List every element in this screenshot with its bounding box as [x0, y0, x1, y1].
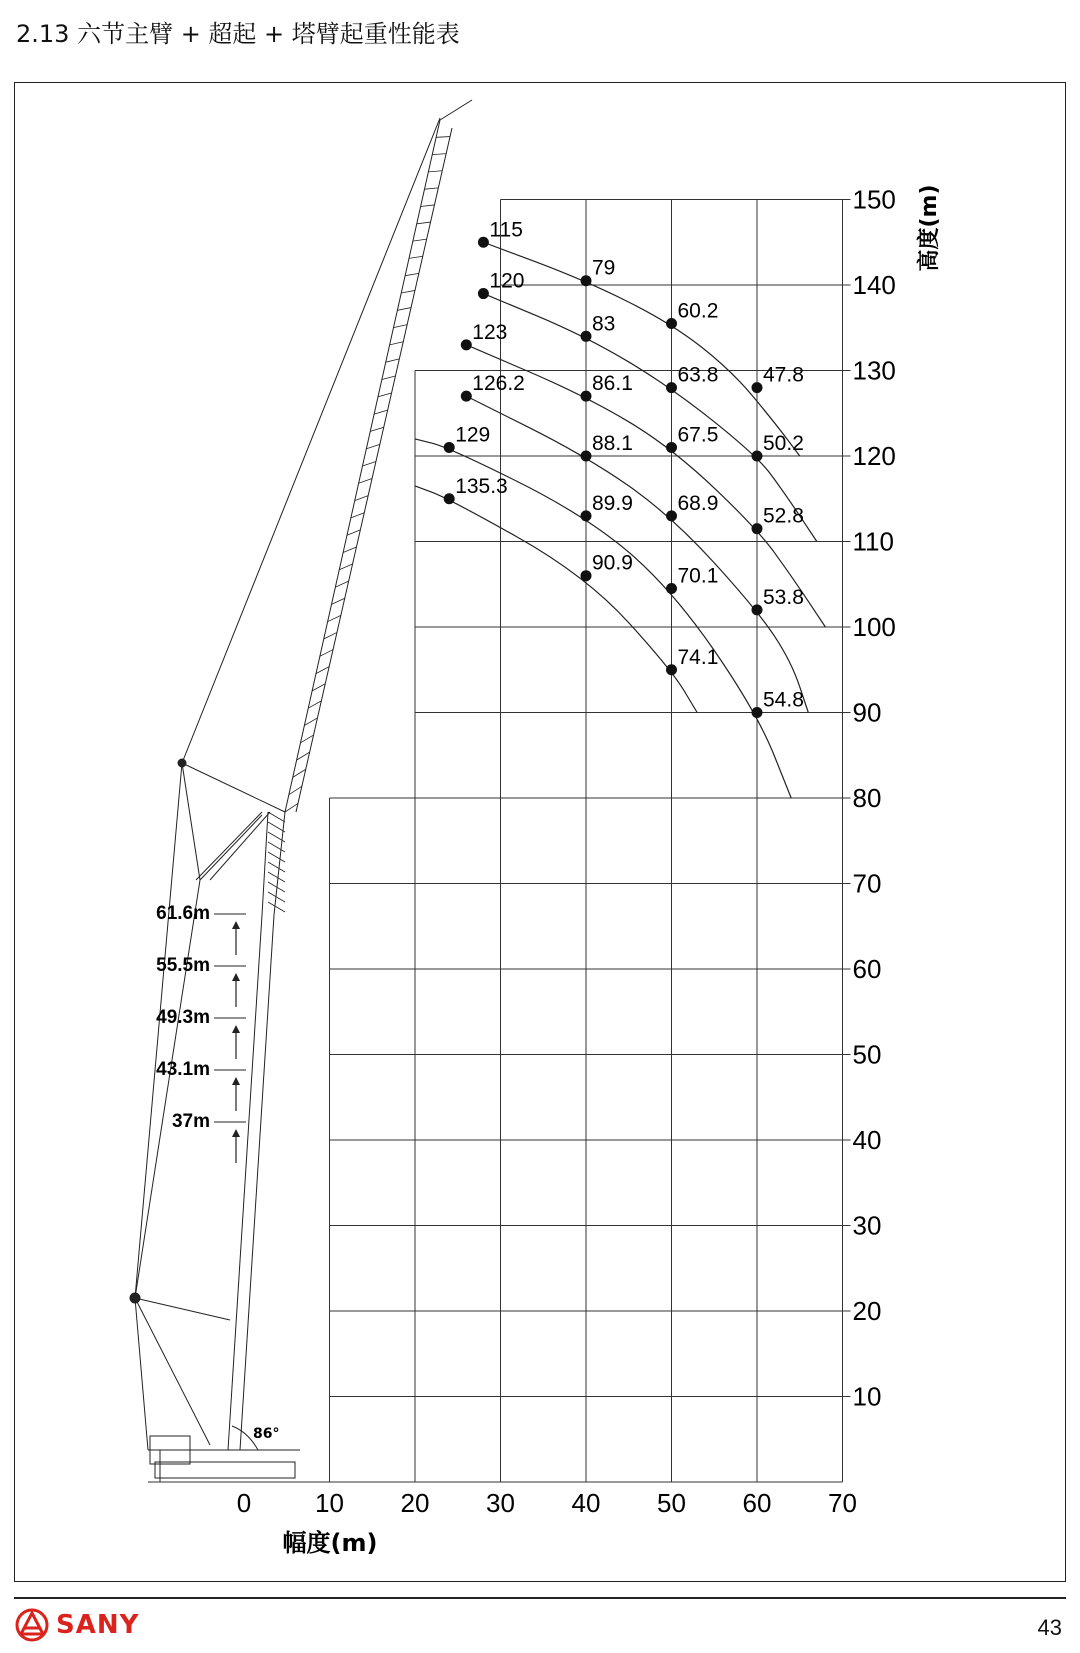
crane-member	[135, 763, 182, 1298]
y-tick-label: 90	[852, 697, 882, 728]
data-label: 50.2	[763, 432, 804, 455]
boom-length-labels	[156, 903, 246, 1163]
crane-member	[262, 812, 268, 915]
jib-lattice	[405, 273, 419, 275]
data-label: 54.8	[763, 688, 804, 712]
y-tick-label: 130	[852, 355, 896, 386]
boom-length-label: 37m	[171, 1111, 210, 1132]
load-curve	[415, 486, 697, 713]
data-label: 135.3	[455, 474, 508, 498]
data-point	[666, 442, 677, 453]
data-point	[444, 442, 455, 453]
data-point	[461, 339, 472, 350]
data-point	[478, 237, 489, 248]
y-tick-label: 60	[852, 954, 882, 984]
jib-lattice	[386, 359, 400, 362]
tower-lattice	[268, 862, 285, 872]
tower-lattice	[268, 902, 285, 912]
jib-lattice	[347, 530, 360, 535]
x-tick-label: 10	[315, 1488, 344, 1518]
y-tick-label: 120	[852, 441, 896, 471]
data-label: 74.1	[677, 645, 719, 669]
crane-member	[440, 100, 472, 120]
data-point	[666, 664, 677, 675]
crane-member	[135, 1298, 148, 1450]
boom-length-arrowhead	[232, 921, 240, 929]
data-label: 88.1	[592, 432, 633, 455]
boom-length-label: 49.3m	[156, 1007, 210, 1028]
y-tick-label: 70	[852, 868, 882, 899]
y-tick-label: 140	[852, 270, 896, 300]
crane-member	[196, 812, 262, 880]
jib-lattice	[324, 632, 337, 639]
crane-member	[210, 812, 270, 880]
page-title: 2.13 六节主臂 + 超起 + 塔臂起重性能表	[16, 20, 460, 48]
y-tick-label: 50	[852, 1039, 882, 1070]
data-point	[581, 510, 592, 521]
data-point	[666, 510, 677, 521]
data-point	[581, 391, 592, 402]
data-point	[444, 493, 455, 504]
boom-length-arrowhead	[232, 1129, 240, 1137]
data-point	[581, 570, 592, 581]
tower-lattice	[268, 822, 285, 832]
data-points	[444, 218, 804, 718]
boom-angle-label: 86°	[253, 1426, 280, 1442]
jib-lattice	[308, 701, 321, 708]
crane-member	[182, 118, 440, 763]
data-label: 123	[472, 320, 508, 344]
tower-lattice	[268, 872, 285, 882]
data-label: 90.9	[592, 551, 633, 575]
jib-lattice	[436, 137, 450, 138]
jib-lattice	[413, 239, 427, 241]
x-axis-label: 幅度(m)	[282, 1529, 378, 1557]
crane-member	[182, 763, 200, 880]
data-point	[752, 382, 763, 393]
jib-lattice	[401, 290, 415, 293]
x-tick-label: 50	[657, 1488, 686, 1518]
data-label: 83	[592, 312, 616, 336]
data-point	[666, 583, 677, 594]
jib-lattice	[394, 325, 408, 328]
jib-lattice	[417, 222, 431, 224]
y-tick-label: 20	[852, 1296, 882, 1326]
data-label: 68.9	[677, 491, 719, 515]
brand-name: SANY	[56, 1610, 140, 1640]
jib-lattice	[382, 376, 396, 380]
boom-length-label: 43.1m	[156, 1059, 210, 1080]
crane-member	[200, 815, 262, 880]
jib-lattice	[335, 581, 348, 587]
crane-member	[182, 763, 285, 812]
data-label: 47.8	[763, 363, 804, 387]
tower-lattice	[268, 812, 285, 822]
boom-length-label: 61.6m	[156, 903, 210, 924]
boom-length-arrowhead	[232, 1025, 240, 1033]
data-point	[461, 391, 472, 402]
jib-lattice	[409, 256, 423, 258]
jib-lattice	[332, 598, 345, 604]
footer-divider	[14, 1597, 1066, 1599]
jib-lattice	[370, 427, 384, 431]
data-point	[478, 288, 489, 299]
data-point	[666, 382, 677, 393]
jib-lattice	[363, 461, 376, 466]
jib-lattice	[425, 188, 439, 189]
data-label: 129	[455, 423, 491, 447]
crane-member	[135, 1298, 230, 1320]
data-label: 67.5	[677, 423, 719, 447]
data-label: 60.2	[677, 299, 719, 323]
data-label: 126.2	[472, 372, 525, 396]
boom-length-arrowhead	[232, 973, 240, 981]
data-point	[752, 451, 763, 462]
jib-lattice	[428, 171, 442, 172]
jib-lattice	[328, 615, 341, 621]
jib-lattice	[421, 205, 435, 207]
data-label: 63.8	[677, 363, 719, 387]
data-point	[581, 331, 592, 342]
jib-lattice	[351, 513, 364, 518]
mast-head	[178, 759, 186, 767]
jib-lattice	[359, 479, 372, 484]
crane-member	[135, 880, 200, 1298]
jib-lattice	[374, 410, 388, 414]
jib-lattice	[343, 547, 356, 553]
y-tick-label: 40	[852, 1125, 882, 1155]
boom-length-arrowhead	[232, 1077, 240, 1085]
y-tick-label: 100	[852, 612, 896, 642]
brand-logo	[14, 1605, 139, 1645]
x-tick-label: 70	[828, 1488, 857, 1518]
data-point	[752, 604, 763, 615]
crane-member	[296, 128, 452, 812]
y-tick-label: 110	[852, 526, 894, 557]
boom-length-label: 55.5m	[156, 955, 210, 976]
y-tick-label: 80	[852, 783, 882, 813]
x-tick-label: 40	[571, 1488, 601, 1518]
data-point	[581, 275, 592, 286]
x-tick-label: 0	[236, 1488, 252, 1518]
crane-member	[274, 812, 285, 915]
jib-lattice	[366, 444, 379, 448]
data-label: 79	[592, 256, 616, 280]
x-tick-label: 20	[400, 1488, 430, 1518]
crane-illustration	[130, 100, 472, 1482]
data-label: 89.9	[592, 491, 633, 515]
crane-member	[135, 1298, 210, 1445]
data-point	[581, 451, 592, 462]
tower-lattice	[268, 852, 285, 862]
data-label: 86.1	[592, 372, 633, 396]
load-curve	[483, 242, 799, 456]
x-tick-label: 30	[486, 1488, 515, 1518]
jib-lattice	[312, 684, 325, 691]
data-label: 53.8	[763, 585, 804, 609]
jib-lattice	[355, 496, 368, 501]
jib-lattice	[316, 667, 329, 674]
data-label: 52.8	[763, 504, 804, 528]
jib-lattice	[397, 308, 411, 311]
y-tick-label: 10	[852, 1381, 882, 1412]
jib-lattice	[339, 564, 352, 570]
page-number: 43	[1037, 1615, 1062, 1640]
data-point	[752, 523, 763, 534]
jib-lattice	[390, 342, 404, 345]
superlift-sheave	[130, 1293, 140, 1303]
y-tick-label: 150	[852, 184, 896, 215]
jib-lattice	[320, 650, 333, 657]
jib-lattice	[432, 154, 446, 155]
x-tick-label: 60	[742, 1488, 772, 1518]
jib-lattice	[378, 393, 392, 397]
data-label: 120	[489, 269, 525, 293]
y-axis-label: 高度(m)	[917, 184, 942, 272]
data-label: 115	[489, 218, 523, 242]
data-point	[666, 318, 677, 329]
data-label: 70.1	[677, 564, 719, 588]
y-tick-label: 30	[852, 1210, 882, 1241]
tower-lattice	[268, 842, 285, 852]
data-point	[752, 707, 763, 718]
sany-logo-icon	[14, 1607, 50, 1643]
